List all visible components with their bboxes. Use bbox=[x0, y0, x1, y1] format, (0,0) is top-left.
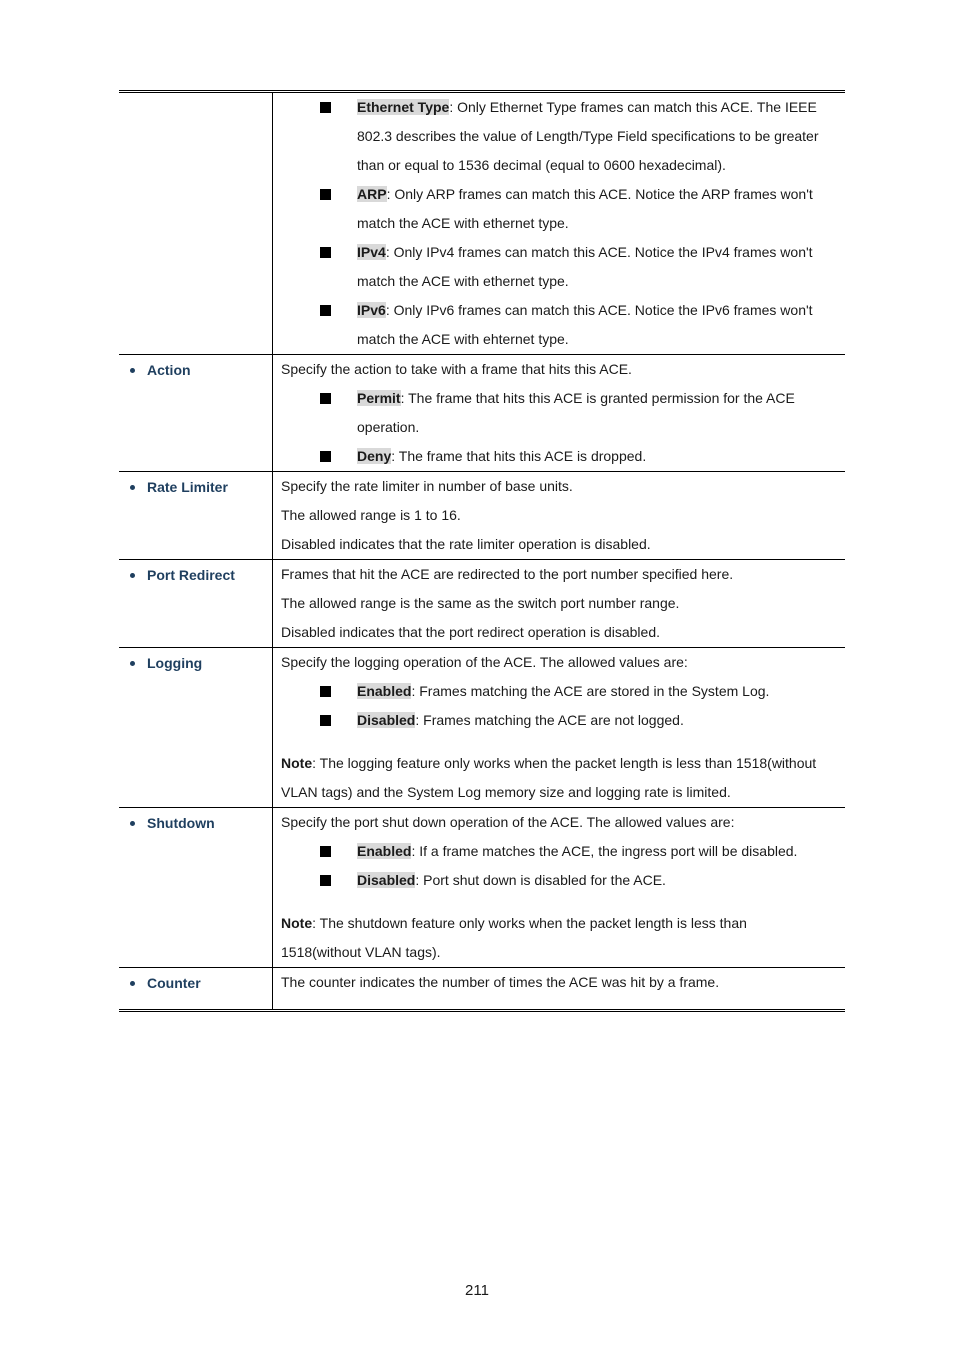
keyword: Disabled bbox=[357, 712, 416, 728]
list-item: IPv6: Only IPv6 frames can match this ACE. Notice the IPv6 frames won't match the ACE with ehternet type. bbox=[281, 296, 845, 354]
table-row bbox=[119, 807, 845, 967]
parameter-cell bbox=[119, 560, 273, 647]
table-row bbox=[119, 559, 845, 647]
table-row bbox=[119, 354, 845, 471]
description-cell: Specify the logging operation of the ACE. The allowed values are: Enabled: Frames matching the ACE are stored in the System Log. Disabled: Frames matching the ACE are not logged. Note: The logging feature only works when the packet length is less than 1518(without VLAN tags) and the System Log memory size and logging rate is limited. bbox=[273, 648, 845, 807]
parameter-cell bbox=[119, 648, 273, 807]
parameter-name: Shutdown bbox=[147, 815, 215, 831]
parameter-name: Port Redirect bbox=[147, 567, 235, 583]
bullet-dot-icon bbox=[130, 485, 135, 490]
keyword: IPv6 bbox=[357, 302, 386, 318]
parameter-name: Logging bbox=[147, 655, 203, 671]
list-item: ARP: Only ARP frames can match this ACE. Notice the ARP frames won't match the ACE with ethernet type. bbox=[281, 180, 845, 238]
list-item: Enabled: If a frame matches the ACE, the ingress port will be disabled. bbox=[281, 837, 845, 866]
table-row bbox=[119, 471, 845, 559]
square-bullet-icon bbox=[320, 189, 331, 200]
parameter-name: Counter bbox=[147, 975, 201, 991]
bullet-dot-icon bbox=[130, 981, 135, 986]
table-row bbox=[119, 967, 845, 1009]
keyword: Permit bbox=[357, 390, 401, 406]
square-bullet-icon bbox=[320, 875, 331, 886]
keyword: IPv4 bbox=[357, 244, 386, 260]
list-item: Disabled: Port shut down is disabled for the ACE. bbox=[281, 866, 845, 895]
list-item: Disabled: Frames matching the ACE are not logged. bbox=[281, 706, 845, 735]
list-item: Enabled: Frames matching the ACE are stored in the System Log. bbox=[281, 677, 845, 706]
keyword: Enabled bbox=[357, 683, 412, 699]
note-label: Note bbox=[281, 915, 313, 931]
parameter-cell bbox=[119, 355, 273, 471]
square-bullet-icon bbox=[320, 686, 331, 697]
bullet-dot-icon bbox=[130, 821, 135, 826]
description-cell: Specify the action to take with a frame that hits this ACE. Permit: The frame that hits this ACE is granted permission for the ACE operation. Deny: The frame that hits this ACE is dropped. bbox=[273, 355, 845, 471]
parameter-name: Rate Limiter bbox=[147, 479, 228, 495]
list-item: Ethernet Type: Only Ethernet Type frames can match this ACE. The IEEE 802.3 describes the value of Length/Type Field specifications to be greater than or equal to 1536 decimal (equal to 0600 hexadecimal). bbox=[281, 93, 845, 180]
square-bullet-icon bbox=[320, 247, 331, 258]
parameter-name: Action bbox=[147, 362, 191, 378]
description-cell: The counter indicates the number of times the ACE was hit by a frame. bbox=[281, 974, 720, 990]
square-bullet-icon bbox=[320, 393, 331, 404]
note-label: Note bbox=[281, 755, 313, 771]
table-row bbox=[119, 647, 845, 807]
description-cell: Frames that hit the ACE are redirected to the port number specified here. The allowed range is the same as the switch port number range. Disabled indicates that the port redirect operation is disabled. bbox=[281, 566, 734, 640]
parameter-cell-empty bbox=[119, 93, 273, 354]
description-cell: Specify the port shut down operation of the ACE. The allowed values are: Enabled: If a frame matches the ACE, the ingress port will be disabled. Disabled: Port shut down is disabled for the ACE. Note: The shutdown feature only works when the packet length is less than 1518(without VLAN tags). bbox=[273, 808, 845, 967]
keyword: Deny bbox=[357, 448, 392, 464]
parameter-table bbox=[119, 90, 845, 1012]
list-item: IPv4: Only IPv4 frames can match this ACE. Notice the IPv4 frames won't match the ACE with ethernet type. bbox=[281, 238, 845, 296]
keyword: Ethernet Type bbox=[357, 99, 450, 115]
parameter-cell bbox=[119, 968, 273, 1009]
keyword: Enabled bbox=[357, 843, 412, 859]
page-number: 211 bbox=[465, 1282, 489, 1299]
parameter-cell bbox=[119, 472, 273, 559]
list-item: Deny: The frame that hits this ACE is dropped. bbox=[281, 442, 845, 471]
square-bullet-icon bbox=[320, 715, 331, 726]
keyword: ARP bbox=[357, 186, 387, 202]
keyword: Disabled bbox=[357, 872, 416, 888]
square-bullet-icon bbox=[320, 102, 331, 113]
square-bullet-icon bbox=[320, 305, 331, 316]
list-item: Permit: The frame that hits this ACE is granted permission for the ACE operation. bbox=[281, 384, 845, 442]
table-row bbox=[119, 93, 845, 354]
parameter-cell bbox=[119, 808, 273, 967]
bullet-dot-icon bbox=[130, 661, 135, 666]
description-cell bbox=[273, 93, 845, 354]
square-bullet-icon bbox=[320, 451, 331, 462]
bullet-dot-icon bbox=[130, 573, 135, 578]
description-cell: Specify the rate limiter in number of base units. The allowed range is 1 to 16. Disabled indicates that the rate limiter operation is disabled. bbox=[281, 478, 651, 552]
square-bullet-icon bbox=[320, 846, 331, 857]
bullet-dot-icon bbox=[130, 368, 135, 373]
